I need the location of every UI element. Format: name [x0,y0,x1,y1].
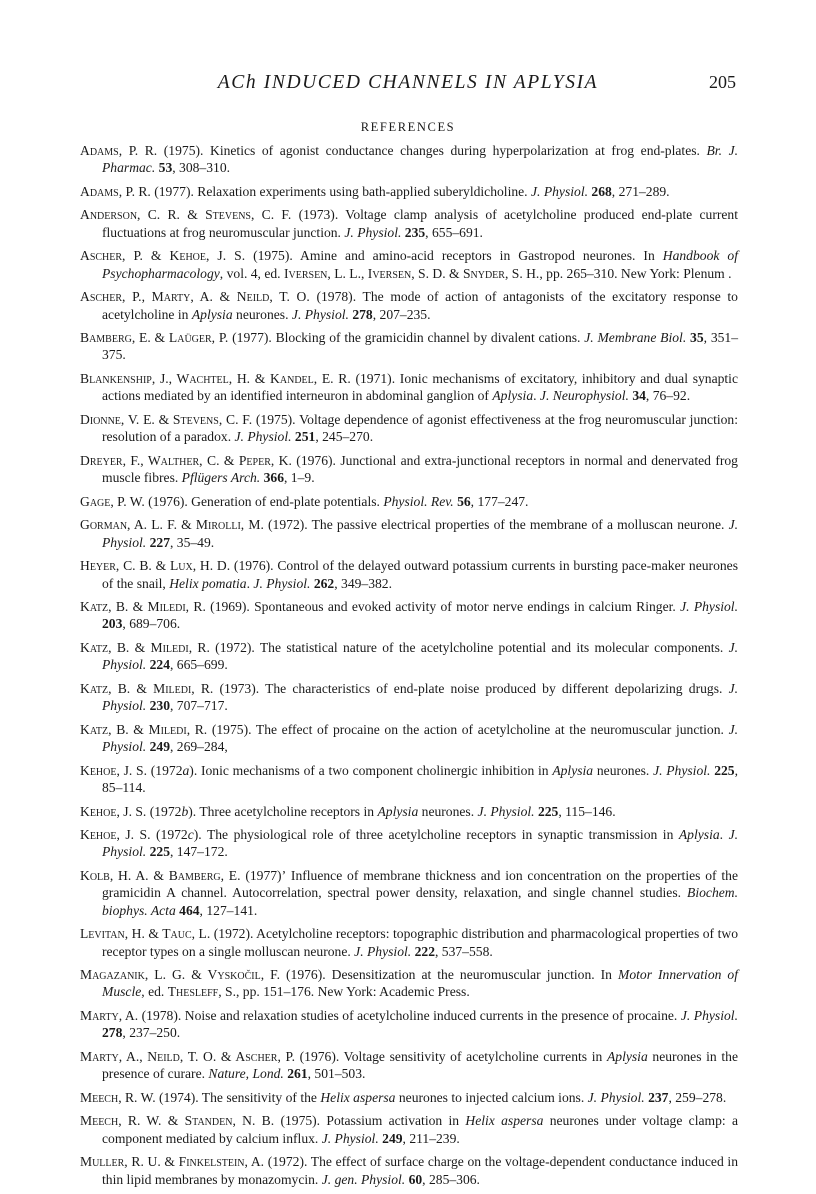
reference-text: c [187,827,194,843]
reference-text: Aplysia [492,388,534,404]
reference-text: , 35–49. [169,534,215,550]
reference-text: ). The physiological role of three acetylcholine receptors in synaptic transmission in [193,827,679,843]
reference-text: Meech, R. W. & Standen, N. B. [80,1113,275,1129]
reference-text: J. Physiol. [234,429,292,445]
reference-text: Motor Innervation of Muscle [102,967,739,1000]
reference-text: , 285–306. [422,1171,480,1187]
reference-text: Iversen, L. L., Iversen, S. D. & Snyder, S. H. [283,265,540,281]
reference-text: 53 [158,160,173,176]
reference-text: Kehoe, J. S. [80,827,151,843]
reference-text: (1975). Kinetics of agonist conductance changes during hyperpolarization at frog end-plates. [157,143,707,158]
reference-text: , 501–503. [307,1066,366,1082]
reference-text: neurones. [593,762,654,778]
reference-entry [80,1048,738,1083]
reference-text: (1976). Junctional and extra-junctional receptors in normal and denervated frog muscle fibres. [102,452,738,486]
reference-entry [80,598,738,633]
reference-text: Dionne, V. E. & Stevens, C. F. [80,411,253,427]
reference-text: Muller, R. U. & Finkelstein, A. [80,1154,265,1170]
reference-text: Helix pomatia [169,575,247,591]
reference-entry [80,762,738,797]
reference-text: Blankenship, J., Wachtel, H. & Kandel, E. R. [80,371,351,387]
reference-text: , pp. 151–176. New York: Academic Press. [236,984,470,1000]
reference-text: J. Physiol. [653,762,711,778]
reference-entry [80,1007,738,1042]
reference-text: J. Physiol. [253,575,311,591]
reference-text: (1975). Voltage dependence of agonist effectiveness at the frog neuromuscular junction: resolution of a paradox. [102,411,738,445]
reference-text: J. Physiol. [102,639,738,673]
reference-text: , vol. 4, ed. [219,265,284,281]
reference-text: , 271–289. [611,183,670,199]
reference-text: (1969). Spontaneous and evoked activity of motor nerve endings in calcium Ringer. [205,599,681,615]
reference-text: Handbook of Psychopharmacology [102,248,738,281]
reference-text: Ascher, P., Marty, A. & Neild, T. O. [80,289,310,305]
reference-list [80,142,738,1194]
reference-text: neurones. [418,803,478,819]
running-head [80,72,736,96]
reference-text: (1972 [150,827,188,843]
reference-text: Nature, Lond. [208,1066,284,1082]
reference-text: J. Physiol. [530,183,588,199]
reference-text: J. Physiol. [477,803,535,819]
reference-text: Katz, B. & Miledi, R. [80,599,206,615]
reference-text: (1978). Noise and relaxation studies of acetylcholine induced currents in the presence of procaine. [138,1008,681,1023]
reference-text: 464 [179,902,200,918]
reference-text: (1975). Amine and amino-acid receptors in Gastropod neurones. In [245,248,663,264]
reference-text: Thesleff, S. [167,984,236,1000]
reference-text: (1973). Voltage clamp analysis of acetylcholine produced end-plate current fluctuations at frog neuromuscular junction. [102,207,738,240]
reference-text: Biochem. biophys. Acta [102,885,738,918]
reference-text: , 85–114. [102,762,738,795]
reference-text: 56 [457,493,471,509]
reference-text: 366 [263,470,284,486]
reference-entry [80,803,738,820]
reference-text: (1972). The passive electrical properties of the membrane of a molluscan neurone. [263,517,729,533]
reference-entry [80,452,738,487]
reference-text: ). Ionic mechanisms of a two component cholinergic inhibition in [189,762,553,778]
reference-text: (1977). Relaxation experiments using bath-applied suberyldicholine. [150,183,531,199]
reference-text: Physiol. Rev. [383,493,454,509]
reference-text: . [246,575,254,591]
reference-text: J. Physiol. [102,517,738,550]
reference-text: (1972). Acetylcholine receptors: topographic distribution and pharmacological properties of two receptor types on a single molluscan neurone. [102,926,738,959]
reference-text: (1974). The sensitivity of the [155,1089,321,1105]
reference-text: Gage, P. W. [80,493,145,509]
reference-text: Aplysia [377,803,419,819]
reference-text: 235 [404,224,426,240]
reference-entry [80,183,738,200]
reference-text: , 76–92. [645,388,691,404]
reference-text: J. Physiol. [291,306,349,322]
reference-text: . [719,827,729,843]
reference-text: Adams, P. R. [80,183,151,199]
reference-text: J. Physiol. [587,1089,645,1105]
reference-text: J. Physiol. [102,827,738,860]
reference-text: J. Physiol. [680,1008,738,1023]
reference-text: 225 [149,844,170,860]
reference-text: J. Neurophysiol. [539,388,629,404]
reference-text: neurones to injected calcium ions. [395,1089,588,1105]
reference-text: (1972). The effect of surface charge on the voltage-dependent conductance induced in thin lipid membranes by monazomycin. [102,1154,738,1187]
reference-text: , 537–558. [434,943,493,959]
reference-text: 249 [149,739,170,755]
reference-text: J. gen. Physiol. [321,1171,406,1187]
reference-entry [80,925,738,960]
reference-entry [80,329,738,364]
reference-text: (1977). Blocking of the gramicidin channel by divalent cations. [228,330,585,346]
reference-text: , ed. [141,984,168,1000]
reference-text: Br. J. Pharmac. [102,143,738,176]
reference-text: , 349–382. [334,575,392,591]
reference-text: 227 [149,534,170,550]
reference-text: 251 [294,429,316,445]
reference-entry [80,826,738,861]
reference-text: Meech, R. W. [80,1089,156,1105]
reference-text: 60 [408,1171,423,1187]
reference-text: Aplysia [678,827,720,843]
reference-text: (1977)ʼ Influence of membrane thickness and ion concentration on the properties of the gramicidin A channel. Autocorrelation, spectral power density, relaxation, and single channel studies. [102,868,738,901]
reference-text: (1976). Generation of end-plate potentials. [144,493,384,509]
reference-text: Ascher, P. & Kehoe, J. S. [80,248,246,264]
reference-text: , 207–235. [372,306,431,322]
reference-text: Pflügers Arch. [181,470,261,486]
reference-text: , 689–706. [122,616,181,632]
reference-entry [80,639,738,674]
reference-text: , 147–172. [169,844,228,860]
reference-text: 222 [414,943,435,959]
reference-text: , 211–239. [402,1130,460,1146]
reference-text: , 351–375. [102,330,739,363]
reference-text: , 115–146. [558,803,616,819]
reference-text: 230 [149,698,170,714]
reference-text: Dreyer, F., Walther, C. & Peper, K. [80,452,292,468]
reference-text: J. Physiol. [680,599,738,615]
reference-text: Anderson, C. R. & Stevens, C. F. [80,207,292,223]
reference-text: Kehoe, J. S. [80,762,148,778]
reference-text: Marty, A. [80,1008,139,1023]
reference-text: , 308–310. [172,160,231,176]
reference-entry [80,247,738,282]
reference-text: neurones under voltage clamp: a component mediated by calcium influx. [102,1113,738,1146]
reference-text: , 245–270. [315,429,374,445]
reference-text: , 269–284, [169,739,228,755]
reference-text: , 1–9. [284,470,315,486]
reference-entry [80,206,738,241]
reference-entry [80,1089,738,1106]
reference-text: Helix aspersa [465,1113,544,1129]
reference-entry [80,1112,738,1147]
reference-text: Heyer, C. B. & Lux, H. D. [80,558,231,574]
reference-entry [80,411,738,446]
reference-text: , 127–141. [199,902,258,918]
reference-text: Katz, B. & Miledi, R. [80,639,210,655]
reference-entry [80,142,738,177]
reference-text: J. Physiol. [354,943,412,959]
reference-text: Katz, B. & Miledi, R. [80,680,214,696]
reference-text: , 655–691. [425,224,483,240]
reference-text: neurones in the presence of curare. [102,1048,738,1082]
reference-text: b [181,803,189,819]
reference-text: J. Physiol. [321,1130,379,1146]
reference-text: Helix aspersa [320,1089,396,1105]
reference-text: a [182,762,190,778]
references-heading: REFERENCES [360,120,456,134]
reference-text: Levitan, H. & Tauc, L. [80,926,211,942]
reference-text: Aplysia [552,762,594,778]
reference-text: (1978). The mode of action of antagonists of the excitatory response to acetylcholine in [102,289,738,322]
reference-text: , 237–250. [122,1025,181,1041]
reference-entry [80,288,738,323]
reference-text: (1975). The effect of procaine on the action of acetylcholine at the neuromuscular junction. [207,721,729,737]
reference-entry [80,867,738,919]
reference-text: Kolb, H. A. & Bamberg, E. [80,868,241,884]
reference-text: 34 [632,388,646,404]
reference-text: , 177–247. [470,493,529,509]
reference-text: , 707–717. [169,698,228,714]
running-title: ACh INDUCED CHANNELS IN APLYSIA [217,72,599,93]
reference-text: (1972 [146,803,182,819]
reference-entry [80,721,738,756]
reference-text: 261 [287,1066,308,1082]
reference-text: , 259–278. [668,1089,727,1105]
reference-text: (1976). Control of the delayed outward potassium currents in bursting pace-maker neurones of the snail, [102,558,738,591]
reference-text: 278 [352,306,373,322]
reference-text: (1975). Potassium activation in [274,1113,466,1129]
reference-entry [80,516,738,551]
reference-text: J. Physiol. [102,680,738,714]
reference-text: Marty, A., Neild, T. O. & Ascher, P. [80,1048,295,1064]
reference-text: Adams, P. R. [80,143,158,158]
reference-text: (1971). Ionic mechanisms of excitatory, inhibitory and dual synaptic actions mediated by an identified interneuron in abdominal ganglion of [102,371,738,404]
reference-text: 249 [382,1130,403,1146]
reference-text: Aplysia [191,306,233,322]
reference-text: Magazanik, L. G. & Vyskočil, F. [80,967,280,983]
reference-text: 278 [102,1025,123,1041]
reference-text: J. Membrane Biol. [584,330,687,346]
reference-text: 225 [537,803,559,819]
reference-entry [80,493,738,510]
reference-text: Kehoe, J. S. [80,803,147,819]
reference-text: J. Physiol. [344,224,402,240]
reference-entry [80,966,738,1001]
reference-text: (1972). The statistical nature of the acetylcholine potential and its molecular components. [209,639,729,655]
reference-text: (1976). Voltage sensitivity of acetylcholine currents in [294,1048,607,1064]
reference-entry [80,557,738,592]
reference-text: (1972 [147,762,183,778]
reference-text: 268 [591,183,612,199]
reference-text: (1976). Desensitization at the neuromuscular junction. In [279,967,618,983]
reference-text: neurones. [232,306,292,322]
reference-text: 237 [648,1089,669,1105]
reference-text: ). Three acetylcholine receptors in [188,803,378,819]
reference-text: , pp. 265–310. New York: Plenum . [539,265,732,281]
reference-text: Gorman, A. L. F. & Mirolli, M. [80,517,264,533]
reference-text: Aplysia [606,1048,648,1064]
reference-text: J. Physiol. [102,721,738,755]
reference-text: 203 [102,616,123,632]
reference-text: 224 [149,657,170,673]
reference-text: . [533,388,540,404]
reference-text: Bamberg, E. & Laüger, P. [80,330,229,346]
reference-entry [80,370,738,405]
page-number: 205 [709,72,736,92]
reference-text: (1973). The characteristics of end-plate noise produced by different depolarizing drugs. [213,680,729,696]
reference-text: 225 [714,762,735,778]
reference-text: Katz, B. & Miledi, R. [80,721,208,737]
reference-entry [80,680,738,715]
reference-text: 35 [690,330,704,346]
reference-text: , 665–699. [169,657,228,673]
reference-text: 262 [313,575,335,591]
